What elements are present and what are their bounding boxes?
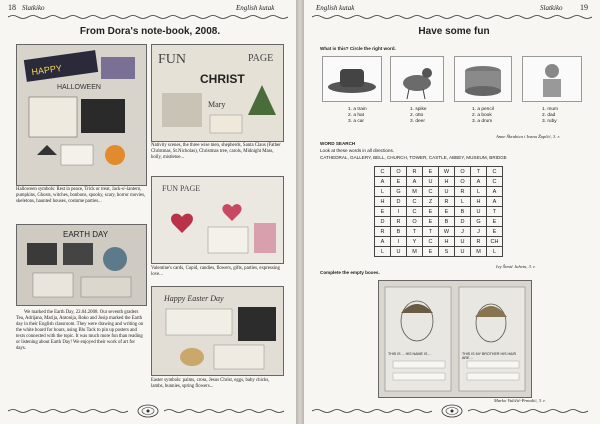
grid-cell[interactable]: R [375, 227, 391, 237]
header-section-name: English kutak [236, 4, 275, 12]
grid-row [375, 187, 503, 197]
page-title: Have some fun [418, 26, 490, 37]
grid-cell[interactable]: U [471, 207, 487, 217]
footer-wave-line-left [8, 408, 132, 414]
choice-item[interactable]: 1. a train [348, 107, 367, 112]
grid-cell[interactable]: R [391, 217, 407, 227]
exercise-circle-title: What is this? Circle the right word. [320, 46, 396, 51]
grid-cell[interactable]: A [375, 237, 391, 247]
grid-cell[interactable]: L [375, 247, 391, 257]
grid-cell[interactable]: C [487, 167, 503, 177]
footer-wave-line-right [164, 408, 288, 414]
grid-cell[interactable]: B [391, 227, 407, 237]
footer-ornament-icon [137, 404, 159, 418]
grid-cell[interactable]: C [423, 187, 439, 197]
grid-cell[interactable]: T [487, 207, 503, 217]
svg-text:PAGE: PAGE [248, 53, 274, 64]
choice-item[interactable]: 2. a book [472, 113, 492, 118]
grid-cell[interactable]: E [423, 247, 439, 257]
grid-cell[interactable]: W [439, 227, 455, 237]
grid-cell[interactable]: U [423, 177, 439, 187]
grid-cell[interactable]: T [423, 227, 439, 237]
grid-row [375, 197, 503, 207]
page-number: 18 [8, 3, 16, 12]
grid-cell[interactable]: G [391, 187, 407, 197]
grid-cell[interactable]: C [407, 207, 423, 217]
grid-cell[interactable]: A [487, 197, 503, 207]
grid-row [375, 237, 503, 247]
grid-cell[interactable]: H [375, 197, 391, 207]
credit-word-search: Ivy Šimić Juhvin, 3. r. [496, 264, 536, 269]
grid-cell[interactable]: E [391, 177, 407, 187]
header-magazine-name: Slatkiko [540, 4, 563, 12]
footer-ornament-icon [441, 404, 463, 418]
grid-cell[interactable]: D [391, 197, 407, 207]
page-title: From Dora's note-book, 2008. [79, 26, 221, 37]
grid-cell[interactable]: S [439, 247, 455, 257]
grid-cell[interactable]: B [455, 207, 471, 217]
word-search-list: CATHEDRAL, GALLERY, BELL, CHURCH, TOWER, CASTLE, ABBEY, MUSEUM, BRIDGE [320, 155, 507, 160]
header-wave-line [8, 14, 288, 20]
earthday-photo [16, 224, 147, 306]
footer-wave-line-right [468, 408, 592, 414]
svg-text:FUN: FUN [158, 52, 187, 67]
svg-text:HAPPY: HAPPY [30, 62, 63, 78]
grid-cell[interactable]: L [375, 187, 391, 197]
grid-cell[interactable]: R [407, 167, 423, 177]
grid-cell[interactable]: E [423, 207, 439, 217]
grid-cell[interactable]: E [487, 217, 503, 227]
grid-cell[interactable]: O [391, 167, 407, 177]
grid-row [375, 167, 503, 177]
grid-cell[interactable]: C [407, 197, 423, 207]
portrait-right-text: THIS IS MY BROTHER HIS HAIR ARE ... [462, 352, 517, 360]
grid-cell[interactable]: E [375, 207, 391, 217]
grid-cell[interactable]: C [423, 237, 439, 247]
svg-text:Happy Easter Day: Happy Easter Day [164, 294, 224, 303]
choice-item[interactable]: 1. a pencil [472, 107, 494, 112]
grid-cell[interactable]: R [471, 237, 487, 247]
choices-3 [472, 107, 494, 125]
christmas-caption: Nativity scenes, the three wise men, shepherds, Santa Claus (Father Christmas, St.Nicholas), Christmas tree, carols, Midnight Mass, holly, mistletoe... [151, 143, 281, 160]
credit-portraits: Marko Vuličić-Prmalić, 3. r. [494, 398, 546, 403]
grid-cell[interactable]: A [471, 177, 487, 187]
grid-cell[interactable]: U [439, 187, 455, 197]
grid-cell[interactable]: L [455, 197, 471, 207]
grid-cell[interactable]: T [471, 167, 487, 177]
picture-drum [454, 56, 512, 102]
header-section-name: English kutak [316, 4, 355, 12]
grid-cell[interactable]: M [471, 247, 487, 257]
footer-wave-line-left [312, 408, 436, 414]
choice-item[interactable]: 2. dad [542, 113, 556, 118]
choice-item[interactable]: 3. a car [348, 119, 364, 124]
choices-4 [542, 107, 558, 125]
grid-cell[interactable]: C [487, 177, 503, 187]
grid-cell[interactable]: L [487, 247, 503, 257]
christmas-photo [151, 44, 284, 142]
grid-cell[interactable]: O [455, 167, 471, 177]
grid-cell[interactable]: C [375, 167, 391, 177]
right-page [304, 0, 600, 424]
grid-cell[interactable]: J [471, 227, 487, 237]
grid-cell[interactable]: I [391, 207, 407, 217]
grid-row [375, 217, 503, 227]
grid-cell[interactable]: I [391, 237, 407, 247]
choice-item[interactable]: 3. deer [410, 119, 425, 124]
grid-cell[interactable]: U [391, 247, 407, 257]
halloween-photo [16, 44, 147, 186]
grid-cell[interactable]: E [423, 217, 439, 227]
grid-cell[interactable]: G [471, 217, 487, 227]
grid-cell[interactable]: Z [423, 197, 439, 207]
grid-cell[interactable]: E [423, 167, 439, 177]
choices-1 [348, 107, 367, 125]
grid-cell[interactable]: J [455, 227, 471, 237]
grid-cell[interactable]: A [487, 187, 503, 197]
book-gutter [296, 0, 304, 424]
word-search-instructions: Look at these words in all directions. [320, 148, 395, 153]
halloween-caption: Halloween symbols: Rest in peace, Trick or treat, Jack-o'-lantern, pumpkins, Ghosts, witches, bonbons, spooky, scary, horror movies, skeletons, haunted houses, costume parties... [16, 187, 146, 204]
choice-item[interactable]: 1. mum [542, 107, 558, 112]
picture-hat [322, 56, 382, 102]
choice-item[interactable]: 2. otto [410, 113, 424, 118]
picture-dad [522, 56, 582, 102]
svg-text:FUN PAGE: FUN PAGE [162, 184, 201, 193]
grid-cell[interactable]: M [407, 247, 423, 257]
grid-cell[interactable]: H [439, 237, 455, 247]
grid-cell[interactable]: T [407, 227, 423, 237]
page-number: 19 [580, 3, 588, 12]
grid-cell[interactable]: O [407, 217, 423, 227]
grid-cell[interactable]: R [439, 197, 455, 207]
word-search-title: WORD SEARCH [320, 141, 356, 146]
easter-photo [151, 286, 284, 376]
grid-row [375, 247, 503, 257]
grid-cell[interactable]: R [455, 187, 471, 197]
grid-cell[interactable]: D [455, 217, 471, 227]
grid-cell[interactable]: A [375, 177, 391, 187]
grid-row [375, 177, 503, 187]
grid-cell[interactable]: E [439, 207, 455, 217]
grid-cell[interactable]: W [439, 167, 455, 177]
grid-cell[interactable]: U [455, 237, 471, 247]
grid-cell[interactable]: H [439, 177, 455, 187]
grid-cell[interactable]: L [471, 187, 487, 197]
grid-cell[interactable]: H [471, 197, 487, 207]
choice-item[interactable]: 2. a hat [348, 113, 365, 118]
grid-cell[interactable]: B [439, 217, 455, 227]
svg-text:CHRIST: CHRIST [200, 72, 245, 86]
grid-cell[interactable]: O [455, 177, 471, 187]
earthday-caption: We marked the Earth Day, 22.04.2008. Our seventh graders Tea, Adrijana, Marija, Antonija, Roko and Josip marked the Earth day in their English classroom. They were drawing and writing on the white board for hours, using Blu Tack to pin up posters and texts connected with the topic. It was much more fun than reading or listening about Earth Day! We enjoyed their work of art for days. [16, 310, 144, 351]
grid-cell[interactable]: M [407, 187, 423, 197]
choices-2 [410, 107, 427, 125]
valentine-photo [151, 176, 284, 264]
header-magazine-name: Slatkiko [22, 4, 45, 12]
svg-text:EARTH DAY: EARTH DAY [63, 230, 109, 239]
grid-cell[interactable]: D [375, 217, 391, 227]
choice-item[interactable]: 3. ruby [542, 119, 557, 124]
grid-cell[interactable]: E [487, 227, 503, 237]
grid-cell[interactable]: CH [487, 237, 503, 247]
header-wave-line [312, 14, 592, 20]
grid-cell[interactable]: Y [407, 237, 423, 247]
grid-row [375, 227, 503, 237]
grid-row [375, 207, 503, 217]
left-page [0, 0, 296, 424]
choice-item[interactable]: 1. spike [410, 107, 427, 112]
grid-cell[interactable]: A [407, 177, 423, 187]
choice-item[interactable]: 3. a drum [472, 119, 493, 124]
portrait-left-text: THIS IS ... HIS NAME IS ... [388, 352, 432, 356]
easter-caption: Easter symbols: palms, cross, Jesus Christ, eggs, baby chicks, lambs, bunnies, spring flowers... [151, 378, 270, 389]
exercise-complete-title: Complete the empty boxes. [320, 270, 380, 275]
credit-exercise-1: Anne Škrabica i Ivana Župčić, 3. r. [496, 134, 560, 139]
svg-text:HALLOWEEN: HALLOWEEN [57, 84, 101, 91]
picture-deer [390, 56, 444, 102]
grid-cell[interactable]: U [455, 247, 471, 257]
svg-text:Mary: Mary [208, 100, 226, 109]
portraits-drawing [378, 280, 532, 398]
word-search-grid [374, 166, 503, 257]
valentine-caption: Valentine's cards, Cupid, candies, flowers, gifts, parties, expressing love... [151, 266, 280, 277]
